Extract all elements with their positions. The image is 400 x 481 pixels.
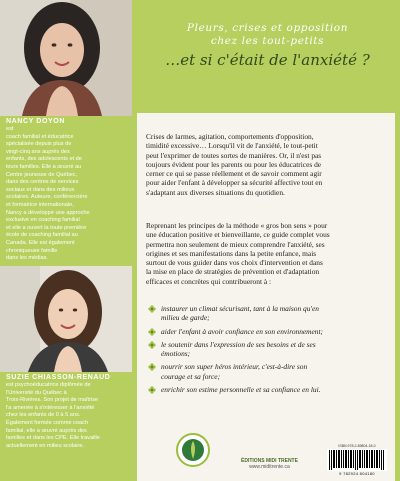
bio-line: enfants, des adolescents et de [6,156,82,163]
description-paragraph-2 [146,221,382,286]
author-photo-nancy-doyon [0,0,132,116]
text-line: une éducation positive et bienveillante, ce guide complet vous [146,230,330,240]
text-line: cerner ce qui se passe réellement et de savoir comment agir [146,169,322,179]
author-bio-suzie-chiasson-renaud [6,373,130,450]
bio-line: scolaires. Auteure, conférencière [6,194,88,201]
bio-line: Centre jeunesse de Québec, [6,171,78,178]
list-item [148,304,380,323]
bio-line: spécialisée depuis plus de [6,141,72,148]
bio-line: coach familial et éducatrice [6,133,74,140]
flower-bullet-icon [148,305,156,313]
bio-line: dans des centres de services [6,179,79,186]
bio-line: Nancy a développé une approche [6,209,90,216]
text-line: pour aider l'enfant à développer sa sécurité affective tout en [146,178,323,188]
bio-line: est psychoéducatrice diplômée de [6,382,91,388]
author-column [0,0,132,481]
text-line: permettra non seulement de mieux comprendre l'anxiété, ses [146,239,325,249]
text-line: efficaces et concrètes qui contribueront à : [146,276,272,286]
bio-line: et formatrice internationale, [6,201,74,208]
bio-line: vingt-cinq ans auprès des [6,148,70,155]
publisher-url: www.miditrente.ca [249,464,290,470]
flower-bullet-icon [148,328,156,336]
list-item [148,340,380,359]
bio-line: familles et dans les CPE. Elle travaille [6,435,100,442]
bio-line: leurs familles. Elle a œuvré au [6,163,82,170]
bio-line: exclusive en coaching familial [6,217,80,224]
text-line: Crises de larmes, agitation, comportements d'opposition, [146,132,314,141]
cover-footer [137,442,395,481]
bio-line: dans les médias. [6,255,48,262]
barcode-digits: 9 782924 804180 [339,471,375,476]
list-item-text: émotions; [161,349,191,359]
list-item-text: instaurer un climat sécurisant, tant à la maison qu'en [161,304,319,313]
text-line: toujours évident pour les parents ou pour les éducatrices de [146,159,322,169]
bio-line: Trois-Rivières. Son projet de maîtrise [6,397,99,404]
publisher-name: ÉDITIONS MIDI TRENTE [241,458,298,464]
publisher-block [241,458,298,470]
bio-line: sociaux et dans des milieux [6,186,75,193]
list-item-text: milieu de garde; [161,313,210,323]
bio-line: école de coaching familial au [6,232,78,239]
text-line: Reprenant les principes de la méthode « gros bon sens » pour [146,221,328,230]
author-name: NANCY DOYON [6,118,65,125]
benefits-list [148,304,380,398]
text-line: origines et ses manifestations dans la petite enfance, mais [146,248,317,258]
text-line: s'adaptant aux diverses situations du quotidien. [146,187,285,197]
bio-line: est [6,126,14,132]
headline-line-1: Pleurs, crises et opposition [186,22,349,34]
bio-line: et elle a ouvert la toute première [6,224,87,231]
midi-trente-logo [175,432,211,468]
text-line: peut l'exprimer de toutes sortes de manières. Or, il n'est pas [146,150,322,160]
bio-line: Également formée comme coach [6,419,89,426]
bio-line: l'Université du Québec à [6,389,67,396]
bio-line: chroniqueuse famille [6,247,58,254]
list-item-text: aider l'enfant à avoir confiance en son environnement; [161,326,324,336]
headline-question: …et si c'était de l'anxiété ? [165,51,370,69]
description-paragraph-1 [146,132,382,197]
flower-bullet-icon [148,386,156,394]
bio-line: actuellement en milieu scolaire. [6,442,85,449]
headline-line-2: chez les tout-petits [210,35,325,47]
bio-line: chez les enfants de 0 à 5 ans. [6,412,81,419]
list-item-text: enrichir son estime personnelle et sa confiance en lui. [161,385,321,395]
list-item [148,385,380,394]
bio-line: familial, elle a œuvré auprès des [6,427,87,434]
list-item [148,327,380,336]
isbn-block [323,444,391,476]
list-item-text: nourrir son super héros intérieur, c'est-à-dire son [161,362,308,372]
bio-line: Canada. Elle est également [6,239,75,246]
text-line: timidité excessive… Lorsqu'il vit de l'anxiété, le tout-petit [146,141,318,151]
back-cover-headline [140,22,395,70]
barcode [327,449,387,471]
flower-bullet-icon [148,363,156,371]
text-line: surtout de vous guider dans vos choix d'intervention et dans [146,258,323,268]
isbn-number: ISBN 978-2-89804-18-0 [338,444,376,448]
text-line: la mise en place de stratégies de prévention et d'adaptation [146,267,320,277]
author-name: SUZIE CHIASSON-RENAUD [6,374,111,381]
flower-bullet-icon [148,341,156,349]
author-bio-nancy-doyon [6,117,130,263]
list-item [148,362,380,381]
bio-line: l'a amenée à s'intéresser à l'anxiété [6,404,95,411]
list-item-text: courage et sa force; [161,371,221,381]
list-item-text: le soutenir dans l'expression de ses besoins et de ses [161,339,316,349]
description-panel [137,113,395,481]
author-photo-suzie-chiasson-renaud [0,266,132,372]
